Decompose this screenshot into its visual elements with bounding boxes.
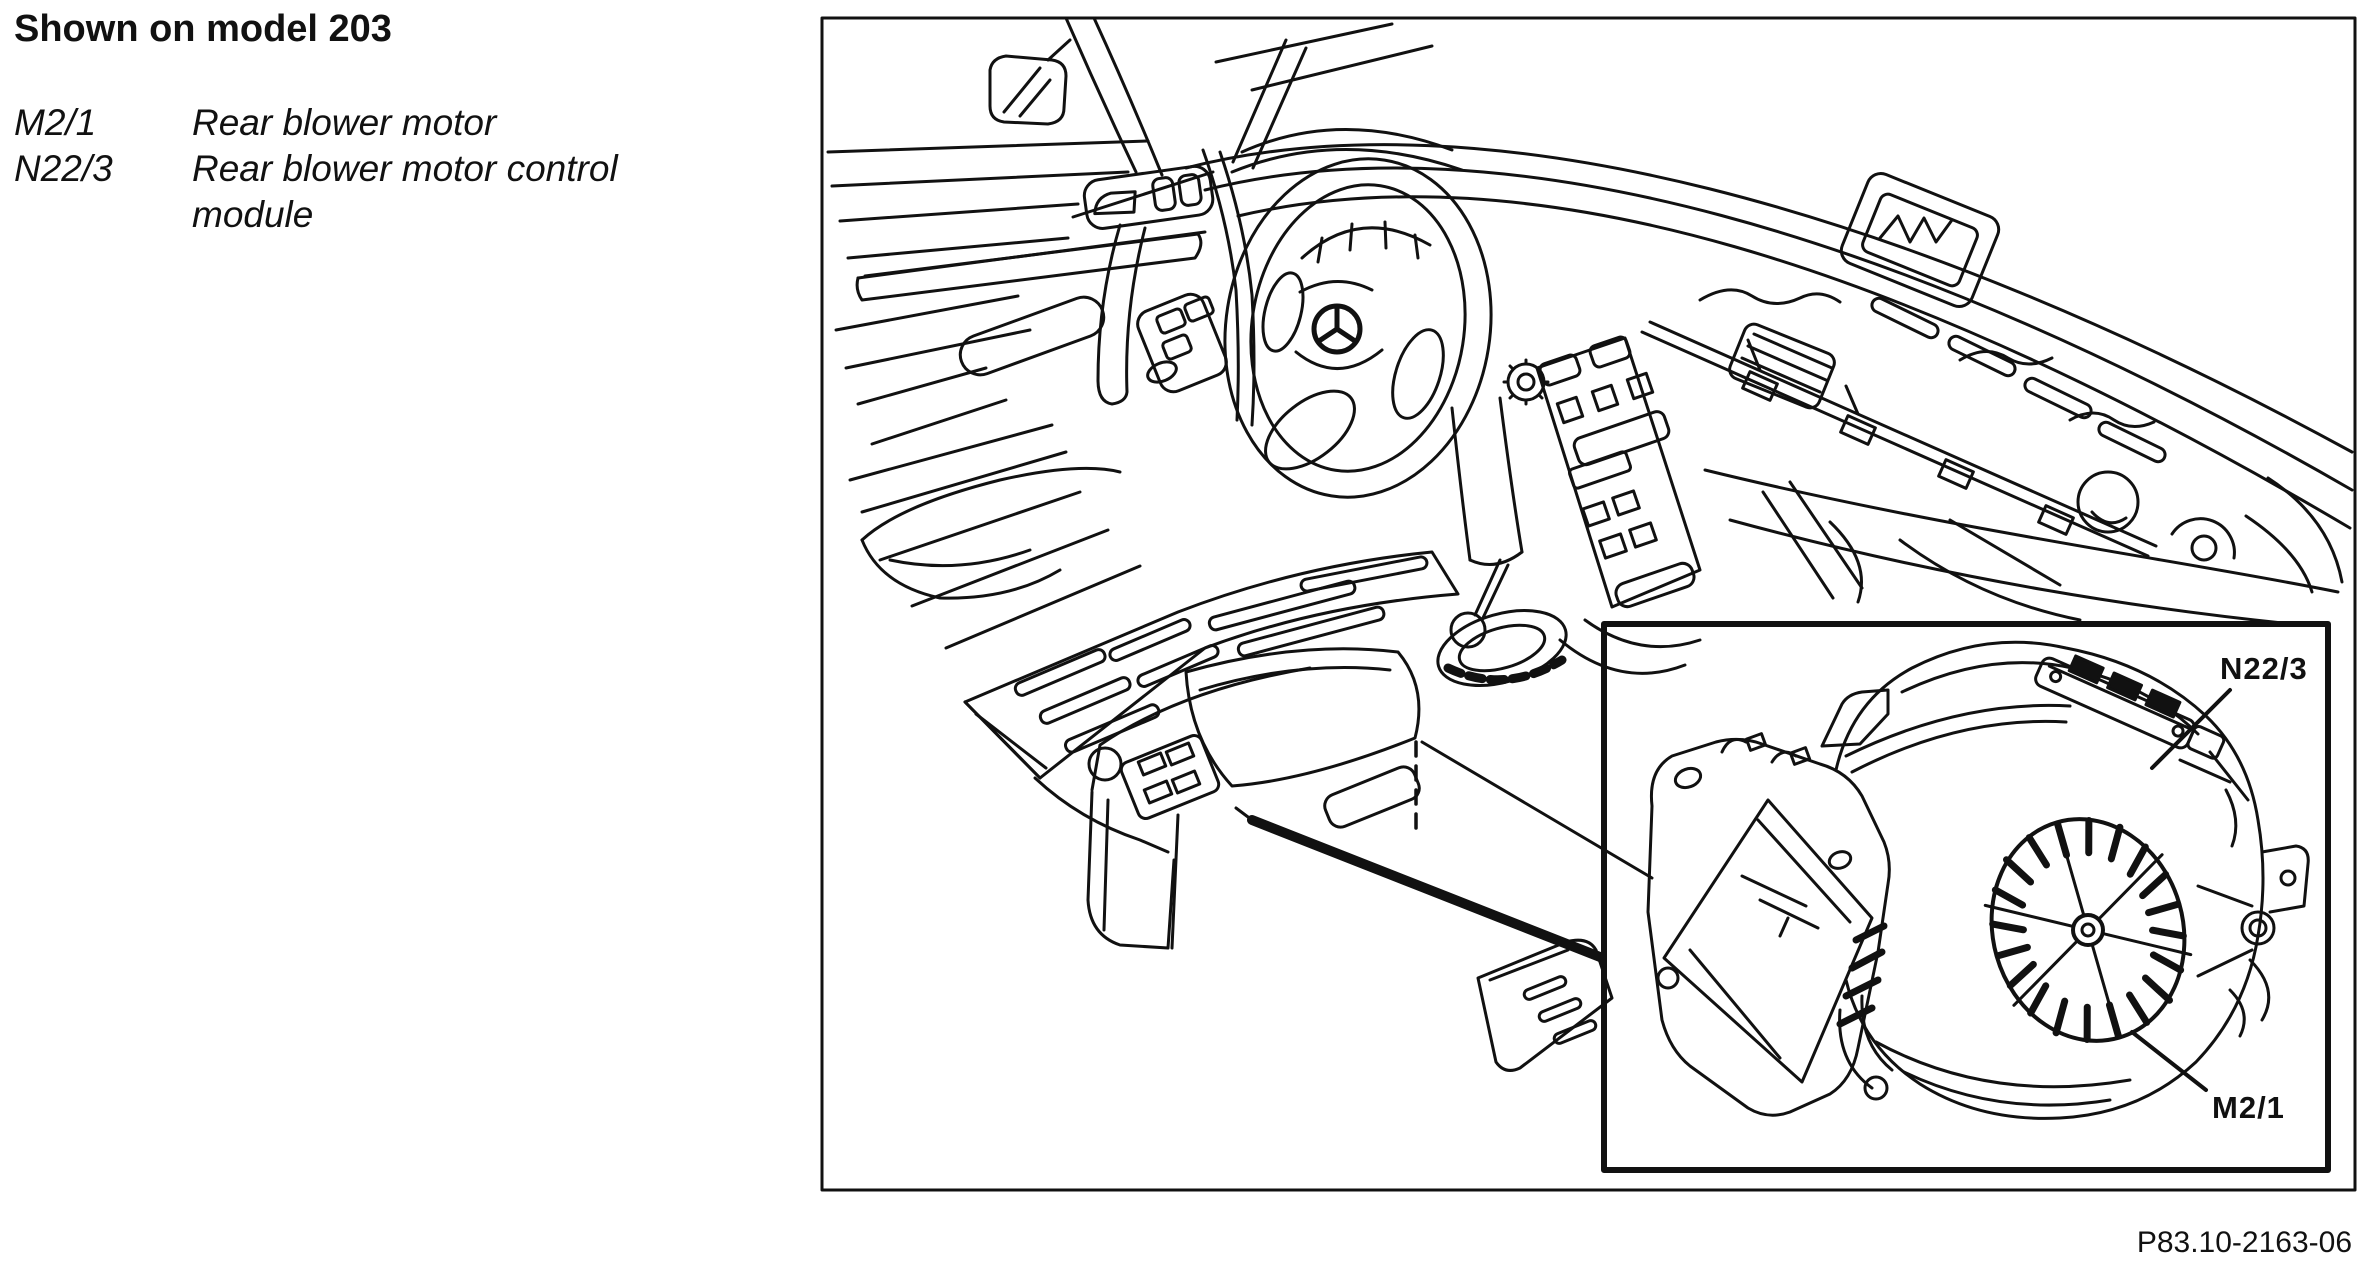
blower-control-module (2033, 645, 2248, 846)
blower-motor (1822, 642, 2308, 1118)
legend-code: M2/1 (14, 102, 97, 143)
legend-row-n223 (14, 146, 672, 238)
legend-description: Rear blower motor control module (192, 148, 618, 235)
center-console (1035, 649, 1652, 948)
legend-description: Rear blower motor (192, 102, 497, 143)
steering-wheel (1201, 139, 1515, 516)
legend (14, 100, 672, 238)
inset-pointer-line (1252, 820, 1600, 957)
legend-row-m21 (14, 100, 672, 146)
page-title: Shown on model 203 (14, 8, 392, 50)
car-interior-drawing (828, 18, 2352, 1070)
fan-wheel (1966, 796, 2210, 1064)
mercedes-star-icon (1314, 306, 1360, 352)
figure-number-caption: P83.10-2163-06 (2136, 1226, 2352, 1259)
callout-n223: N22/3 (2220, 651, 2308, 686)
blower-mounting-bracket (1648, 734, 1889, 1116)
floor-mat (1478, 940, 1612, 1070)
door-panel (857, 40, 1306, 425)
mirror (990, 40, 1070, 124)
legend-code: N22/3 (14, 148, 113, 189)
callout-m21: M2/1 (2212, 1090, 2285, 1125)
inset-detail-box (1604, 624, 2328, 1170)
dash-internals (1642, 169, 2234, 620)
